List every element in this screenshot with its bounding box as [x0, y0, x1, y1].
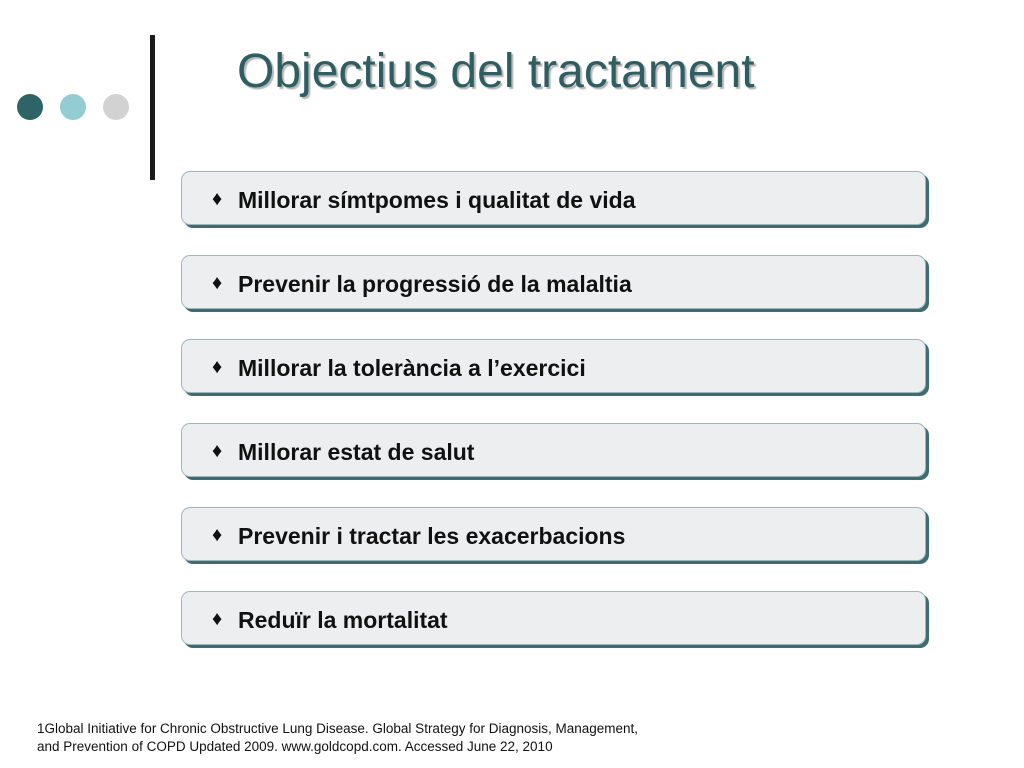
- objective-text: Millorar símtpomes i qualitat de vida: [238, 187, 636, 213]
- footnote-line: and Prevention of COPD Updated 2009. www.goldcopd.com. Accessed June 22, 2010: [37, 739, 553, 754]
- objectives-list: [181, 171, 926, 675]
- diamond-bullet-icon: ♦: [212, 188, 223, 210]
- objective-item: [181, 507, 926, 561]
- objective-text: Prevenir la progressió de la malaltia: [238, 271, 632, 297]
- decorative-dot-gray: [103, 94, 129, 120]
- objective-item: [181, 423, 926, 477]
- objective-text: Reduïr la mortalitat: [238, 607, 448, 633]
- slide-title: Objectius del tractament: [237, 45, 755, 98]
- diamond-bullet-icon: ♦: [212, 356, 223, 378]
- decorative-dot-dark: [17, 94, 43, 120]
- title-divider-line: [150, 35, 155, 180]
- objective-item: [181, 339, 926, 393]
- diamond-bullet-icon: ♦: [212, 440, 223, 462]
- objective-item: [181, 171, 926, 225]
- diamond-bullet-icon: ♦: [212, 608, 223, 630]
- objective-text: Millorar estat de salut: [238, 439, 475, 465]
- objective-text: Millorar la tolerància a l’exercici: [238, 355, 586, 381]
- footnote-line: 1Global Initiative for Chronic Obstructive Lung Disease. Global Strategy for Diagnosis, Management,: [37, 721, 639, 736]
- objective-item: [181, 255, 926, 309]
- decorative-dot-light: [60, 94, 86, 120]
- objective-text: Prevenir i tractar les exacerbacions: [238, 523, 626, 549]
- diamond-bullet-icon: ♦: [212, 272, 223, 294]
- objective-item: [181, 591, 926, 645]
- diamond-bullet-icon: ♦: [212, 524, 223, 546]
- reference-footnote: [37, 720, 638, 756]
